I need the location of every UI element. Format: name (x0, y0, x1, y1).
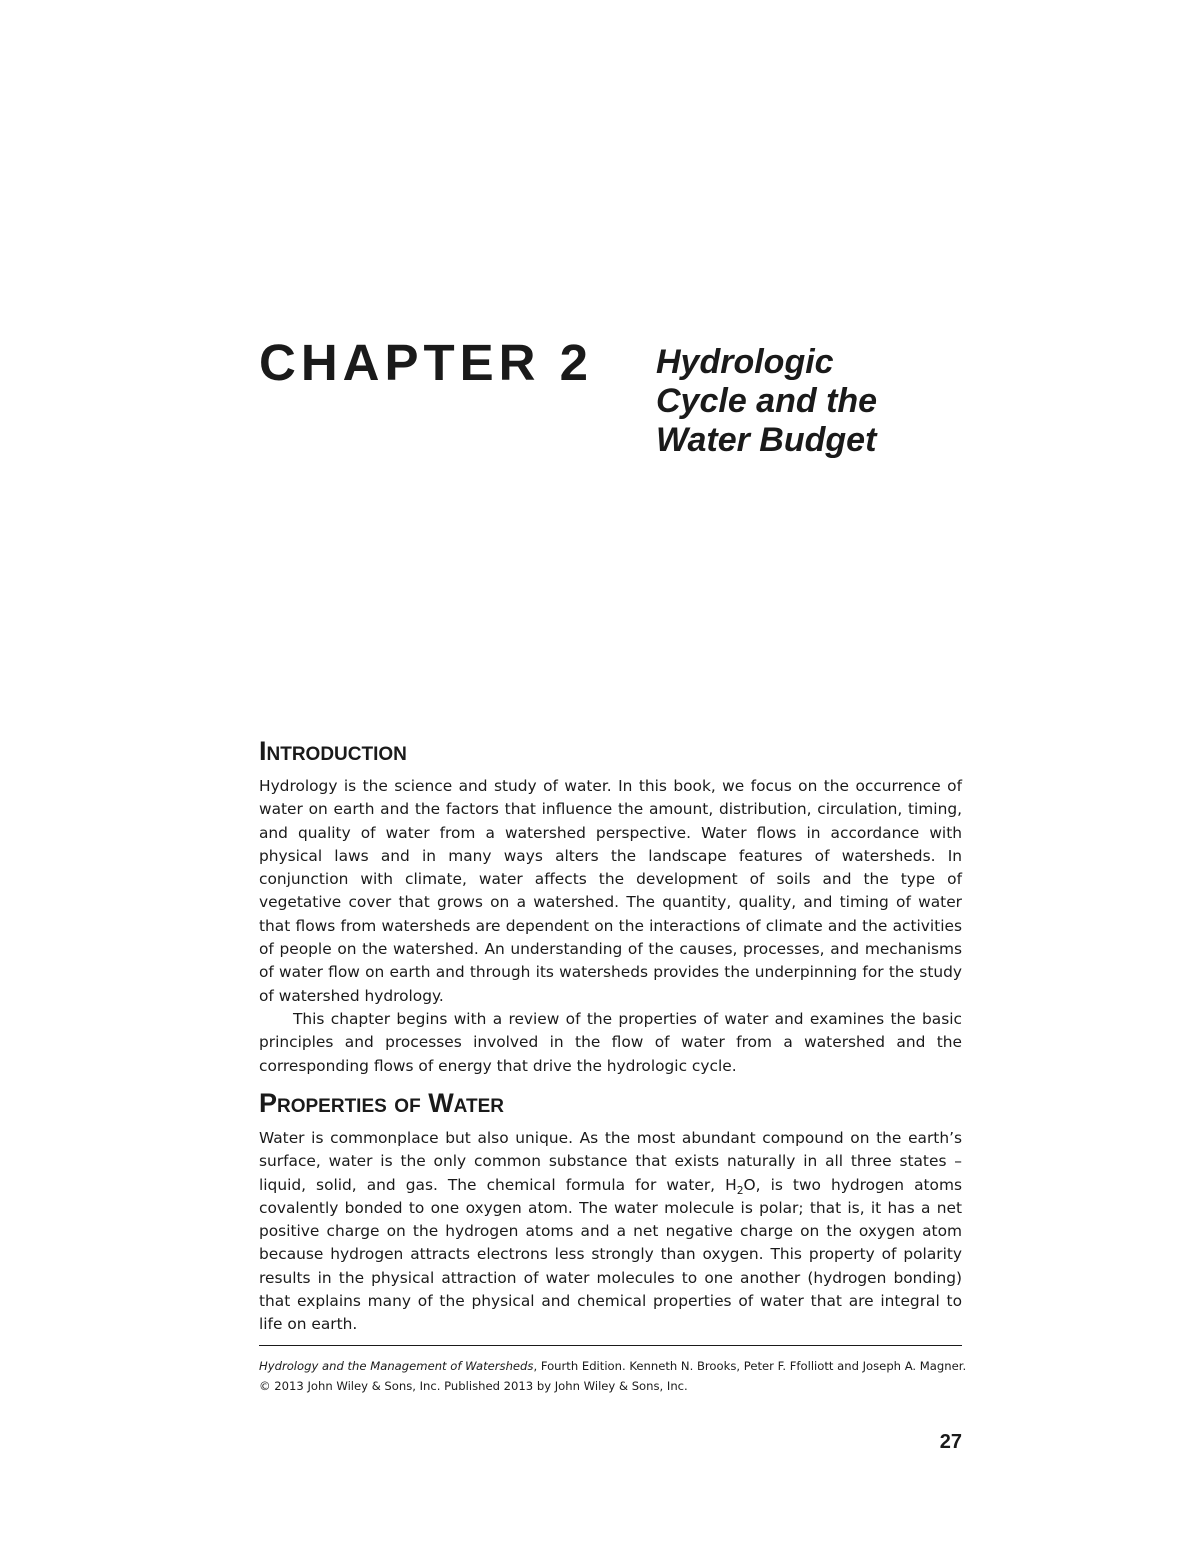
chapter-title-line: Hydrologic (656, 343, 834, 381)
chapter-title-line: Water Budget (656, 421, 877, 459)
introduction-paragraph: This chapter begins with a review of the properties of water and examines the basic principles and processes involved in the flow of water from a watershed and the corresponding flows of energy that drive the hydrologic cycle. (259, 1009, 962, 1075)
introduction-body (259, 775, 962, 1078)
footnote-line-2: © 2013 John Wiley & Sons, Inc. Published 2013 by John Wiley & Sons, Inc. (259, 1379, 688, 1393)
chapter-label: CHAPTER 2 (259, 334, 594, 391)
properties-body (259, 1127, 962, 1337)
chapter-title (656, 343, 976, 460)
edition-authors: , Fourth Edition. Kenneth N. Brooks, Peter F. Ffolliott and Joseph A. Magner. (533, 1359, 967, 1373)
page-number: 27 (939, 1431, 962, 1453)
properties-paragraph (259, 1127, 962, 1337)
properties-text-start: Water is commonplace but also unique. As the most abundant compound on the earth’s surface, water is the only common substance that exists naturally in all three states – liquid, solid, and gas. The chemical formula for water, H (259, 1129, 962, 1194)
introduction-heading: Introduction (259, 736, 407, 766)
footnote-line-1 (259, 1356, 969, 1376)
book-title: Hydrology and the Management of Watersheds (259, 1359, 534, 1373)
introduction-paragraph: Hydrology is the science and study of water. In this book, we focus on the occurrence of water on earth and the factors that influence the amount, distribution, circulation, timing, and quality of water from a watershed perspective. Water flows in accordance with physical laws and in many ways alters the landscape features of watersheds. In conjunction with climate, water affects the development of soils and the type of vegetative cover that grows on a watershed. The quantity, quality, and timing of water that flows from watersheds are dependent on the interactions of climate and the activities of people on the watershed. An understanding of the causes, processes, and mechanisms of water flow on earth and through its watersheds provides the underpinning for the study of watershed hydrology. (259, 777, 962, 1005)
properties-text-end: O, is two hydrogen atoms covalently bonded to one oxygen atom. The water molecule is polar; that is, it has a net positive charge on the hydrogen atoms and a net negative charge on the oxygen atom because hydrogen attracts electrons less strongly than oxygen. This property of polarity results in the physical attraction of water molecules to one another (hydrogen bonding) that explains many of the physical and chemical properties of water that are integral to life on earth. (259, 1175, 962, 1334)
properties-heading: Properties of Water (259, 1088, 504, 1118)
footnote-divider (259, 1345, 962, 1346)
formula-subscript: 2 (736, 1183, 744, 1197)
copyright-footnote (259, 1356, 969, 1396)
chapter-title-line: Cycle and the (656, 382, 878, 420)
